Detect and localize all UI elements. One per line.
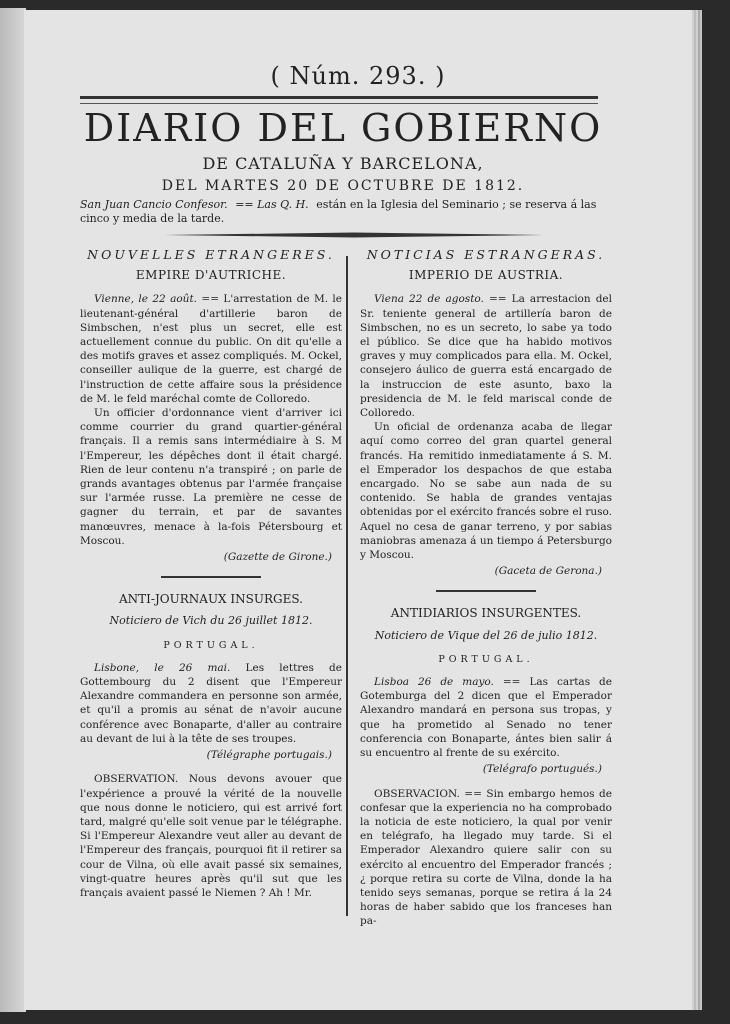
observation-paragraph: OBSERVACION. == Sin embargo hemos de confesar que la experiencia no ha comprobado la noticia de este noticiero, la qual por venir en telégrafo, ha llegado muy tarde. Si el Emperador Alexandro quiere salir con su exército al encuentro del Emperador francés ; ¿ porque retira su corte de Vilna, donde la ha tenido seys semanas, porque se retira á la 24 horas de haber sabido que los franceses han pa- — [360, 787, 612, 928]
dateline: Viena 22 de agosto. — [374, 293, 484, 306]
notice-text: están en la Iglesia del Seminario ; se reserva á las cinco y media de la tarde. — [80, 198, 597, 225]
region-heading: EMPIRE D'AUTRICHE. — [135, 268, 287, 283]
saint-of-day: San Juan Cancio Confesor. — [80, 198, 228, 211]
notice-separator: == — [235, 198, 254, 211]
french-column — [80, 248, 342, 900]
region-heading: IMPERIO DE AUSTRIA. — [408, 268, 564, 283]
column-divider — [346, 256, 348, 916]
article-paragraph: Un oficial de ordenanza acaba de llegar aquí como correo del gran quartel general francés. Ha remitido inmediatamente á S. M. el Emperador los despachos de que estaba encargado. No se sabe aun nada de su contenido. Se habla de grandes ventajas obtenidas por el exército francés sobre el ruso. Aquel no cesa de ganar terreno, y por sabias maniobras amenaza á un tiempo á Petersburgo y Moscou. — [360, 421, 612, 562]
article-paragraph — [80, 661, 342, 746]
section-rule — [436, 590, 536, 592]
masthead-title: DIARIO DEL GOBIERNO — [83, 106, 603, 150]
section-rule — [161, 576, 261, 578]
subheading: Noticiero de Vique del 26 de julio 1812. — [374, 628, 598, 642]
country-heading: PORTUGAL. — [163, 639, 259, 651]
source-citation: (Gaceta de Gerona.) — [494, 565, 602, 578]
dateline: Lisboa 26 de mayo. — [374, 676, 494, 689]
paragraph-text: == La arrestacion del Sr. teniente general de artillería baron de Simbschen, no es un secreto, lo sabe ya todo el público. Se dice que ha habido motivos graves y muy complicados para ella. M. Ockel, consejero áulico de guerra está encargado de la instruccion de este asunto, baxo la presidencia de M. le feld mariscal conde de Colloredo. — [360, 293, 613, 420]
daily-notice — [80, 198, 608, 226]
source-citation: (Telégrafo portugués.) — [482, 763, 602, 776]
section-heading: ANTI-JOURNAUX INSURGES. — [119, 592, 303, 607]
dateline: Vienne, le 22 août. — [94, 293, 198, 306]
article-paragraph — [80, 292, 342, 406]
hours-label: Las Q. H. — [257, 198, 309, 211]
ornamental-rule — [164, 232, 544, 238]
source-citation: (Gazette de Girone.) — [223, 551, 332, 564]
section-heading: ANTIDIARIOS INSURGENTES. — [390, 606, 582, 621]
masthead-subtitle: DE CATALUÑA Y BARCELONA, — [202, 154, 484, 173]
article-paragraph: Un officier d'ordonnance vient d'arriver ici comme courrier du grand quartier-général français. Il a remis sans intermédiaire à S. M l'Empereur, les dépêches dont il était chargé. Rien de leur contenu n'a transpiré ; on parle de grands avantages obtenus par l'armée française sur l'armée russe. La première ne cesse de gagner du terrain, et par de savantes manœuvres, menace à la-fois Pétersbourg et Moscou. — [80, 407, 342, 547]
dateline: Lisbone, le 26 mai. — [94, 661, 231, 674]
source-citation: (Télégraphe portugais.) — [206, 749, 332, 762]
facing-page-edge — [0, 8, 26, 1012]
paragraph-text: Les lettres de Gottembourg du 2 disent que l'Empereur Alexandre commandera en personne son armée, et qu'il a promis au sénat de n'avoir aucune conférence avec Bonaparte, d'aller au contraire au devant de lui à la tête de ses troupes. — [80, 661, 342, 745]
section-heading: NOTICIAS ESTRANGERAS. — [366, 247, 606, 262]
observation-paragraph: OBSERVATION. Nous devons avouer que l'expérience a prouvé la vérité de la nouvelle que nous donne le noticiero, qui est arrivé fort tard, malgré qu'elle soit venue par le télégraphe. Si l'Empereur Alexandre veut aller au devant de l'Empereur des français, pourquoi fit il retirer sa cour de Vilna, où elle avait passé six semaines, vingt-quatre heures après qu'il sut que les français avaient passé le Niemen ? Ah ! Mr. — [80, 773, 342, 899]
paragraph-text: == L'arrestation de M. le lieutenant-général d'artillerie baron de Simbschen, n'est plus un secret, elle est actuellement connue du public. On dit qu'elle a des motifs graves et assez compliqués. M. Ockel, conseiller aulique de la guerre, est chargé de l'instruction de cette affaire sous la présidence de M. le feld maréchal comte de Colloredo. — [80, 293, 342, 405]
masthead-top-rule — [80, 96, 598, 104]
spanish-column — [360, 248, 612, 929]
article-paragraph — [360, 675, 612, 760]
issue-date: DEL MARTES 20 DE OCTUBRE DE 1812. — [161, 178, 525, 194]
issue-number: ( Núm. 293. ) — [270, 62, 446, 90]
section-heading: NOUVELLES ETRANGERES. — [87, 247, 335, 262]
subheading: Noticiero de Vich du 26 juillet 1812. — [109, 614, 313, 628]
article-paragraph — [360, 292, 612, 420]
country-heading: PORTUGAL. — [438, 653, 534, 665]
newspaper-page — [24, 10, 692, 1010]
paragraph-text: == Las cartas de Gotemburga del 2 dicen que el Emperador Alexandro mandará en persona sus tropas, y que ha prometido al Senado no tener conferencia con Bonaparte, ántes bien salir á su encuentro al frente de su exército. — [360, 676, 612, 760]
